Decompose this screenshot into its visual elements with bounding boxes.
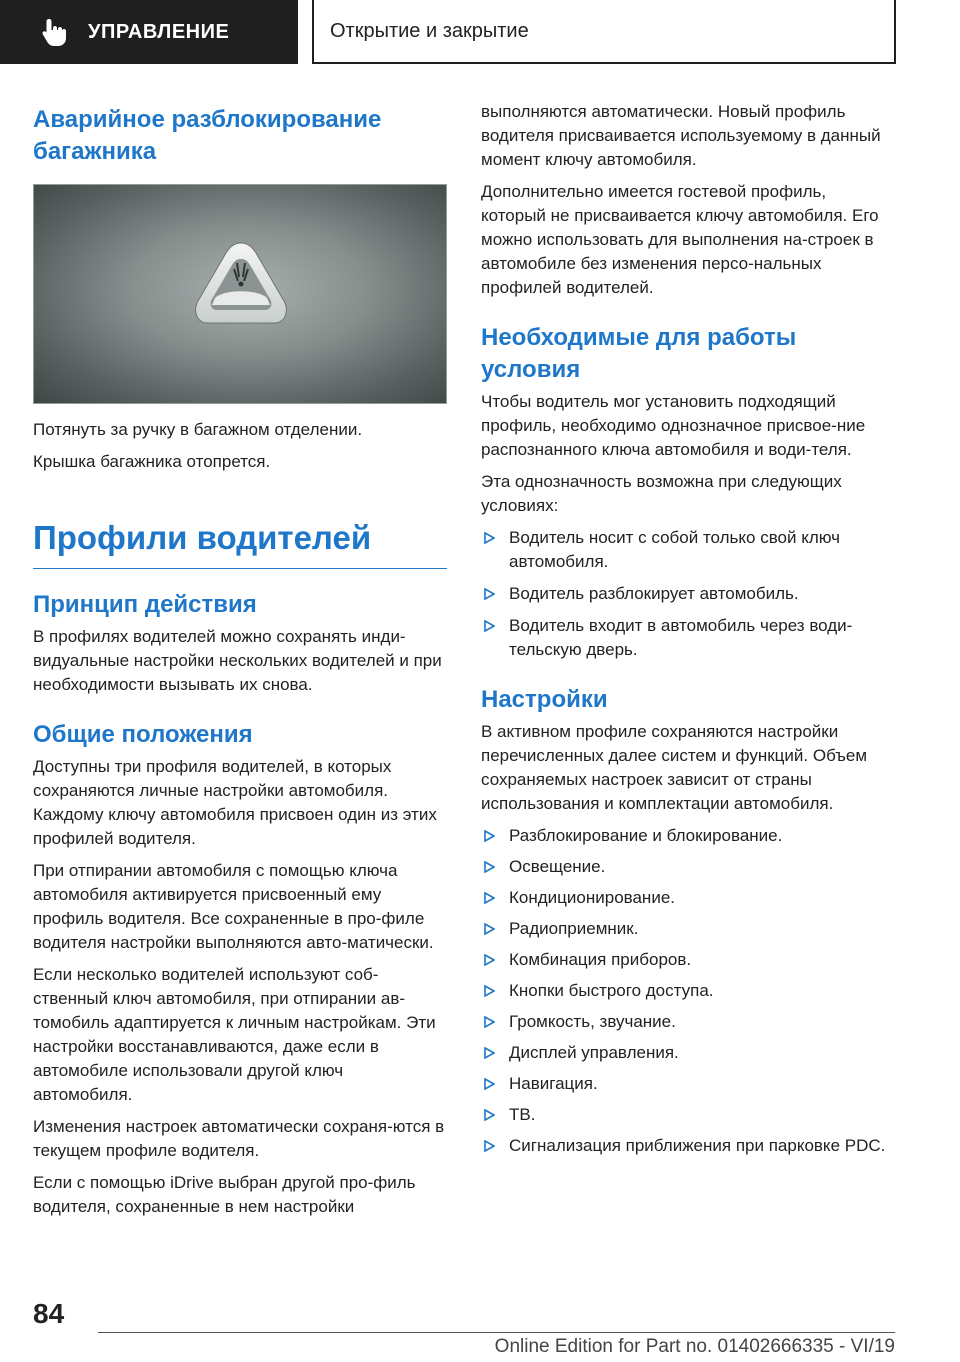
chapter-tab xyxy=(312,0,896,64)
list-item: Водитель разблокирует автомобиль. xyxy=(481,582,895,606)
general-paragraph-4: Изменения настроек автоматически сохраня-ются в текущем профиле водителя. xyxy=(33,1117,445,1160)
trunk-step-1: Потянуть за ручку в багажном отделении. xyxy=(33,420,363,439)
triangle-bullet-icon xyxy=(483,892,495,904)
hand-pointer-icon xyxy=(40,17,68,47)
list-item: Освещение. xyxy=(481,855,895,879)
triangle-bullet-icon xyxy=(483,861,495,873)
triangle-bullet-icon xyxy=(483,532,495,544)
trunk-step-2: Крышка багажника отопрется. xyxy=(33,452,271,471)
requirements-paragraph-2: Эта однозначность возможна при следующих условиях: xyxy=(481,472,842,515)
triangle-bullet-icon xyxy=(483,1078,495,1090)
triangle-bullet-icon xyxy=(483,830,495,842)
list-item: Водитель носит с собой только свой ключ автомобиля. xyxy=(481,526,895,574)
list-item: Водитель входит в автомобиль через води-тельскую дверь. xyxy=(481,614,895,662)
list-item: ТВ. xyxy=(481,1103,895,1127)
triangle-bullet-icon xyxy=(483,1109,495,1121)
heading-general: Общие положения xyxy=(33,721,253,748)
heading-driver-profiles: Профили водителей xyxy=(33,518,447,569)
triangle-bullet-icon xyxy=(483,588,495,600)
list-item: Кнопки быстрого доступа. xyxy=(481,979,895,1003)
right-column xyxy=(481,100,895,1158)
heading-principle: Принцип действия xyxy=(33,591,257,618)
trunk-release-photo xyxy=(33,184,447,404)
list-item: Разблокирование и блокирование. xyxy=(481,824,895,848)
triangle-bullet-icon xyxy=(483,1047,495,1059)
continued-paragraph-1: выполняются автоматически. Новый профиль водителя присваивается используемому в данный момент ключу автомобиля. xyxy=(481,102,881,169)
section-tab xyxy=(0,0,298,64)
list-item: Сигнализация приближения при парковке PDC. xyxy=(481,1134,895,1158)
general-paragraph-5: Если с помощью iDrive выбран другой про-филь водителя, сохраненные в нем настройки xyxy=(33,1173,416,1216)
general-paragraph-1: Доступны три профиля водителей, в которых сохраняются личные настройки автомобиля. Каждому ключу автомобиля присвоен один из этих профилей водителя. xyxy=(33,757,437,848)
triangle-bullet-icon xyxy=(483,620,495,632)
left-column xyxy=(33,100,447,1219)
trunk-release-handle-icon xyxy=(34,185,448,405)
list-item: Навигация. xyxy=(481,1072,895,1096)
triangle-bullet-icon xyxy=(483,954,495,966)
edition-note: Online Edition for Part no. 01402666335 - VI/19 xyxy=(494,1336,895,1357)
list-item: Комбинация приборов. xyxy=(481,948,895,972)
settings-paragraph: В активном профиле сохраняются настройки перечисленных далее систем и функций. Объем сохраняемых настроек зависит от страны использования и комплектации автомобиля. xyxy=(481,722,868,813)
list-item: Дисплей управления. xyxy=(481,1041,895,1065)
section-label: УПРАВЛЕНИЕ xyxy=(88,20,230,43)
heading-requirements: Необходимые для работы условия xyxy=(481,324,797,383)
page-number: 84 xyxy=(33,1298,65,1329)
general-paragraph-2: При отпирании автомобиля с помощью ключа автомобиля активируется присвоенный ему профиль водителя. Все сохраненные в про-филе водителя настройки выполняются авто-матически. xyxy=(33,861,434,952)
triangle-bullet-icon xyxy=(483,985,495,997)
continued-paragraph-2: Дополнительно имеется гостевой профиль, который не присваивается ключу автомобиля. Его можно использовать для выполнения на-строек в автомобиле без изменения персо-нальных профилей водителей. xyxy=(481,182,879,297)
triangle-bullet-icon xyxy=(483,923,495,935)
triangle-bullet-icon xyxy=(483,1140,495,1152)
heading-trunk-emergency-release: Аварийное разблокирование багажника xyxy=(33,106,382,165)
requirements-list xyxy=(481,526,895,662)
general-paragraph-3: Если несколько водителей используют соб-ственный ключ автомобиля, при отпирании ав-томобиль адаптируется к личным настройкам. Эти настройки восстанавливаются, даже если в автомобиле использовали другой ключ автомобиля. xyxy=(33,965,436,1104)
footer-divider xyxy=(98,1332,895,1333)
chapter-label: Открытие и закрытие xyxy=(330,19,529,42)
list-item: Громкость, звучание. xyxy=(481,1010,895,1034)
list-item: Радиоприемник. xyxy=(481,917,895,941)
principle-paragraph: В профилях водителей можно сохранять инди-видуальные настройки нескольких водителей и при необходимости вызывать их снова. xyxy=(33,627,442,694)
triangle-bullet-icon xyxy=(483,1016,495,1028)
list-item: Кондиционирование. xyxy=(481,886,895,910)
requirements-paragraph-1: Чтобы водитель мог установить подходящий профиль, необходимо однозначное присвое-ние распознанного ключа автомобиля и води-теля. xyxy=(481,392,866,459)
heading-settings: Настройки xyxy=(481,686,608,713)
settings-list xyxy=(481,824,895,1158)
